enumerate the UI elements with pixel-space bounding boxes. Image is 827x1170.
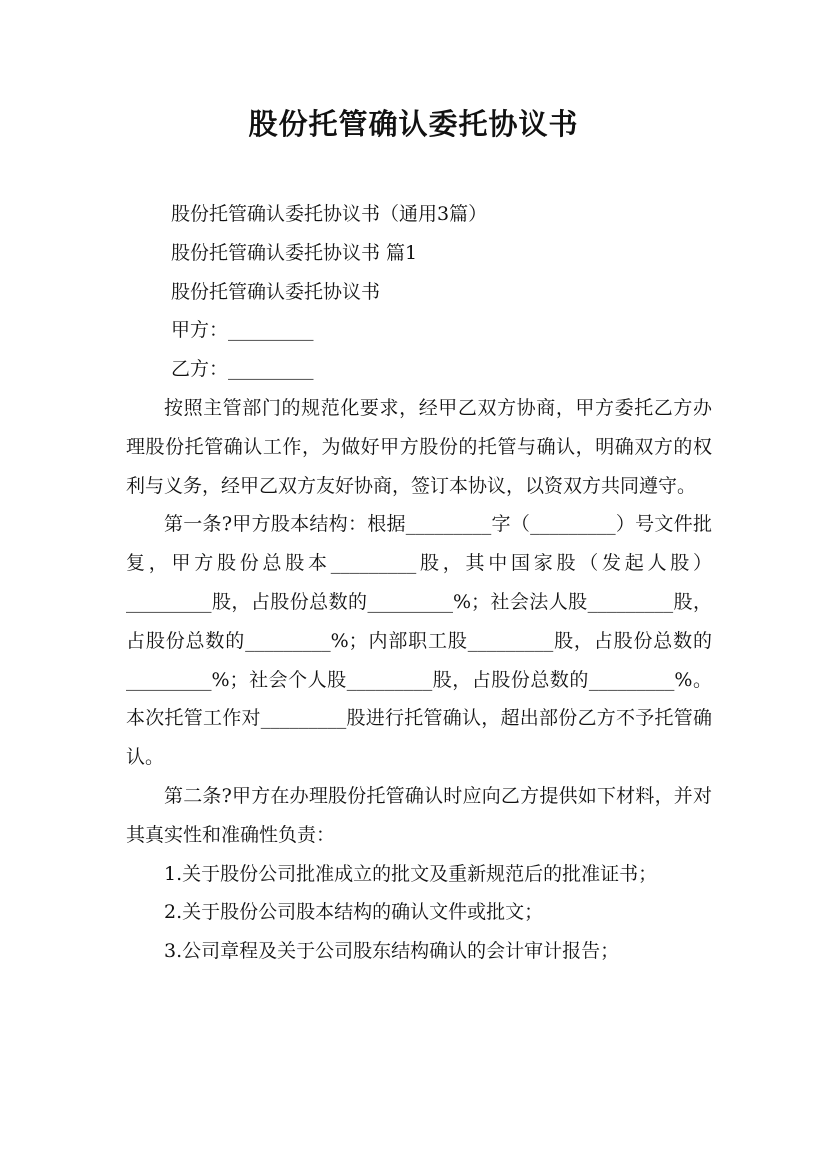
article-one-paragraph: 第一条?甲方股本结构：根据_________字（_________）号文件批复，甲方股份总股本_________股，其中国家股（发起人股）_________股，占股份总数的_________%；社会法人股_________股，占股份总数的_________%；内部职工股_________股，占股份总数的_________%；社会个人股_________股，占股份总数的_________%。本次托管工作对_________股进行托管确认，超出部份乙方不予托管确认。 bbox=[126, 513, 712, 769]
article-two-paragraph: 第二条?甲方在办理股份托管确认时应向乙方提供如下材料，并对其真实性和准确性负责： bbox=[126, 784, 712, 846]
list-item-3: 3.公司章程及关于公司股东结构确认的会计审计报告； bbox=[164, 940, 620, 963]
document-title: 股份托管确认委托协议书 bbox=[248, 107, 579, 141]
section-heading: 股份托管确认委托协议书 篇1 bbox=[171, 241, 418, 264]
party-a-line: 甲方：_________ bbox=[171, 319, 314, 342]
subtitle-line: 股份托管确认委托协议书（通用3篇） bbox=[171, 203, 488, 225]
list-item-2: 2.关于股份公司股本结构的确认文件或批文； bbox=[164, 901, 544, 924]
party-b-line: 乙方：_________ bbox=[171, 358, 314, 381]
agreement-heading: 股份托管确认委托协议书 bbox=[171, 280, 381, 303]
intro-paragraph: 按照主管部门的规范化要求，经甲乙双方协商，甲方委托乙方办理股份托管确认工作，为做好甲方股份的托管与确认，明确双方的权利与义务，经甲乙双方友好协商，签订本协议，以资双方共同遵守。 bbox=[126, 396, 712, 497]
list-item-1: 1.关于股份公司批准成立的批文及重新规范后的批准证书； bbox=[164, 862, 658, 885]
document-body bbox=[126, 195, 712, 971]
